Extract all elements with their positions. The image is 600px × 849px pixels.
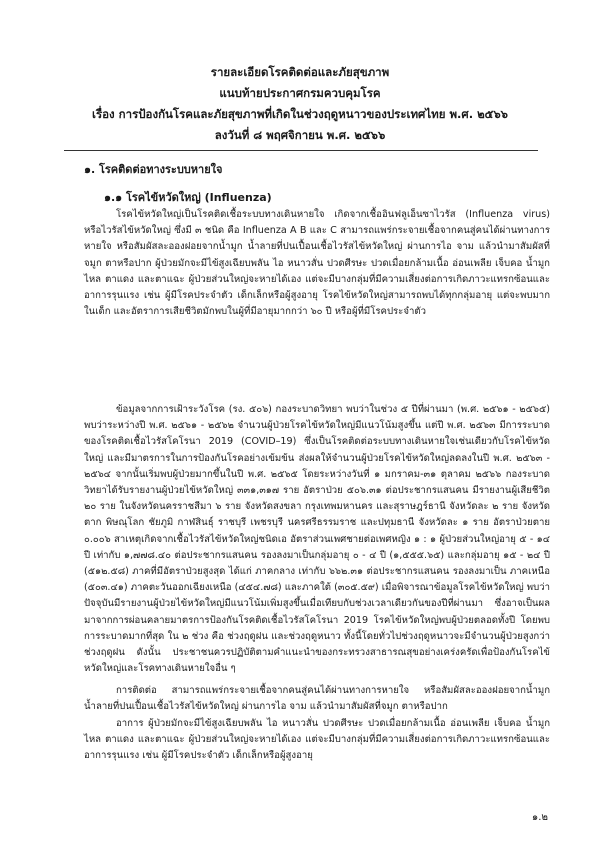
header-subject: เรื่อง การป้องกันโรคและภัยสุขภาพที่เกิดในช่วงฤดูหนาวของประเทศไทย พ.ศ. ๒๕๖๖	[92, 107, 508, 121]
paragraph-text: การติดต่อ สามารถแพร่กระจายเชื้อจากคนสู่คนได้ผ่านทางการหายใจ หรือสัมผัสละอองฝอยจากน้ำมูก น้ำลายที่ปนเปื้อนเชื้อไวรัสไข้หวัดใหญ่ ผ่านการไอ จาม แล้วนำมาสัมผัสที่จมูก ตาหรือปาก	[84, 685, 550, 713]
header-date: ลงวันที่ ๘ พฤศจิกายน พ.ศ. ๒๕๖๖	[214, 128, 386, 142]
header-divider	[64, 150, 538, 151]
document-header	[0, 62, 600, 146]
subsection-title: ๑.๑ โรคไข้หวัดใหญ่ (Influenza)	[104, 191, 272, 204]
paragraph-symptoms	[84, 716, 550, 765]
paragraph-transmission	[84, 683, 550, 715]
header-annex: แนบท้ายประกาศกรมควบคุมโรค	[219, 86, 381, 100]
paragraph-text: ข้อมูลจากการเฝ้าระวังโรค (รง. ๕๐๖) กองระบาดวิทยา พบว่าในช่วง ๕ ปีที่ผ่านมา (พ.ศ. ๒๕๖๑ - ๒๕๖๕) พบว่าระหว่างปี พ.ศ. ๒๕๖๑ - ๒๕๖๒ จำนวนผู้ป่วยโรคไข้หวัดใหญ่มีแนวโน้มสูงขึ้น แต่ปี พ.ศ. ๒๕๖๓ มีการระบาดของโรคติดเชื้อไวรัสโคโรนา 2019 (COVID–19) ซึ่งเป็นโรคติดต่อระบบทางเดินหายใจเช่นเดียวกับโรคไข้หวัดใหญ่ และมีมาตรการในการป้องกันโรคอย่างเข้มข้น ส่งผลให้จำนวนผู้ป่วยโรคไข้หวัดใหญ่ลดลงในปี พ.ศ. ๒๕๖๓ - ๒๕๖๔ จากนั้นเริ่มพบผู้ป่วยมากขึ้นในปี พ.ศ. ๒๕๖๕ โดยระหว่างวันที่ ๑ มกราคม-๓๑ ตุลาคม ๒๕๖๖ กองระบาดวิทยาได้รับรายงานผู้ป่วยไข้หวัดใหญ่ ๓๓๑,๓๑๗ ราย อัตราป่วย ๕๐๖.๓๑ ต่อประชากรแสนคน มีรายงานผู้เสียชีวิต ๒๐ ราย ในจังหวัดนครราชสีมา ๖ ราย จังหวัดสงขลา กรุงเทพมหานคร และสุราษฎร์ธานี จังหวัดละ ๒ ราย จังหวัดตาก พิษณุโลก ชัยภูมิ กาฬสินธุ์ ราชบุรี เพชรบุรี นครศรีธรรมราช และปทุมธานี จังหวัดละ ๑ ราย อัตราป่วยตาย ๐.๐๐๖ สาเหตุเกิดจากเชื้อไวรัสไข้หวัดใหญ่ชนิดเอ อัตราส่วนเพศชายต่อเพศหญิง ๑ : ๑ ผู้ป่วยส่วนใหญ่อายุ ๕ - ๑๔ ปี เท่ากับ ๑,๗๗๘.๔๐ ต่อประชากรแสนคน รองลงมาเป็นกลุ่มอายุ ๐ - ๔ ปี (๑,๕๕๕.๖๕) และกลุ่มอายุ ๑๕ - ๒๔ ปี (๕๑๒.๕๘) ภาคที่มีอัตราป่วยสูงสุด ได้แก่ ภาคกลาง เท่ากับ ๖๖๒.๓๑ ต่อประชากรแสนคน รองลงมาเป็น ภาคเหนือ (๕๐๓.๔๑) ภาคตะวันออกเฉียงเหนือ (๔๕๔.๗๘) และภาคใต้ (๓๐๕.๕๙) เมื่อพิจารณาข้อมูลโรคไข้หวัดใหญ่ พบว่าปัจจุบันมีรายงานผู้ป่วยไข้หวัดใหญ่มีแนวโน้มเพิ่มสูงขึ้นเมื่อเทียบกับช่วงเวลาเดียวกันของปีที่ผ่านมา ซึ่งอาจเป็นผลมาจากการผ่อนคลายมาตรการป้องกันโรคติดเชื้อไวรัสโคโรนา 2019 โรคไข้หวัดใหญ่พบผู้ป่วยตลอดทั้งปี โดยพบการระบาดมากที่สุด ใน ๒ ช่วง คือ ช่วงฤดูฝน และช่วงฤดูหนาว ทั้งนี้โดยทั่วไปช่วงฤดูหนาวจะมีจำนวนผู้ป่วยสูงกว่าช่วงฤดูฝน ดังนั้น ประชาชนควรปฏิบัติตามคำแนะนำของกระทรวงสาธารณสุขอย่างเคร่งครัดเพื่อป้องกันโรคไข้หวัดใหญ่และโรคทางเดินหายใจอื่น ๆ	[84, 404, 550, 675]
section-title: ๑. โรคติดต่อทางระบบหายใจ	[84, 163, 223, 176]
paragraph-surveillance	[84, 402, 550, 677]
header-title: รายละเอียดโรคติดต่อและภัยสุขภาพ	[210, 65, 390, 79]
paragraph-text: อาการ ผู้ป่วยมักจะมีไข้สูงเฉียบพลัน ไอ หนาวสั่น ปวดศีรษะ ปวดเมื่อยกล้ามเนื้อ อ่อนเพลีย เจ็บคอ น้ำมูกไหล ตาแดง และตาแฉะ ผู้ป่วยส่วนใหญ่จะหายได้เอง แต่จะมีบางกลุ่มที่มีความเสี่ยงต่อการเกิดภาวะแทรกซ้อนและอาการรุนแรง เช่น ผู้มีโรคประจำตัว เด็กเล็กหรือผู้สูงอายุ	[84, 718, 550, 762]
paragraph-overview	[84, 207, 550, 320]
paragraph-text: โรคไข้หวัดใหญ่เป็นโรคติดเชื้อระบบทางเดินหายใจ เกิดจากเชื้ออินฟลูเอ็นซาไวรัส (Influenza virus) หรือไวรัสไข้หวัดใหญ่ ซึ่งมี ๓ ชนิด คือ Influenza A B และ C สามารถแพร่กระจายเชื้อจากคนสู่คนได้ผ่านทางการหายใจ หรือสัมผัสละอองฝอยจากน้ำมูก น้ำลายที่ปนเปื้อนเชื้อไวรัสไข้หวัดใหญ่ ผ่านการไอ จาม แล้วนำมาสัมผัสที่จมูก ตาหรือปาก ผู้ป่วยมักจะมีไข้สูงเฉียบพลัน ไอ หนาวสั่น ปวดศีรษะ ปวดเมื่อยกล้ามเนื้อ อ่อนเพลีย เจ็บคอ น้ำมูกไหล ตาแดง และตาแฉะ ผู้ป่วยส่วนใหญ่จะหายได้เอง แต่จะมีบางกลุ่มที่มีความเสี่ยงต่อการเกิดภาวะแทรกซ้อนและอาการรุนแรง เช่น ผู้มีโรคประจำตัว เด็กเล็กหรือผู้สูงอายุ โรคไข้หวัดใหญ่สามารถพบได้ทุกกลุ่มอายุ แต่จะพบมากในเด็ก และอัตราการเสียชีวิตมักพบในผู้ที่มีอายุมากกว่า ๖๐ ปี หรือผู้ที่มีโรคประจำตัว	[84, 209, 550, 318]
page-number: ๑.๒	[531, 812, 548, 823]
